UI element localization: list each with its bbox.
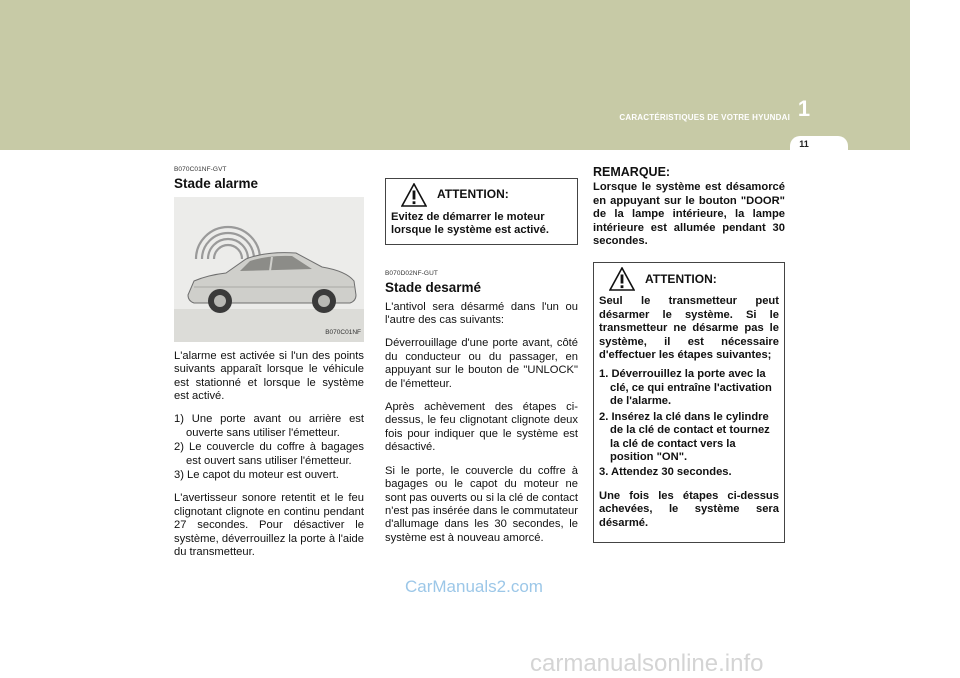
trigger-list xyxy=(174,413,364,482)
column-alarm-stage xyxy=(174,163,364,570)
disarm-steps xyxy=(599,368,779,479)
paragraph: L'alarme est activée si l'un des points suivants apparaît lorsque le véhicule est stationné et lorsque le système est activé. xyxy=(174,349,364,403)
list-item: 1. Déverrouillez la porte avec la clé, ce qui entraîne l'activation de l'alarme. xyxy=(599,368,772,408)
watermark-bottom: carmanualsonline.info xyxy=(530,650,764,677)
list-item: 3) Le capot du moteur est ouvert. xyxy=(174,469,339,482)
remark-title: REMARQUE: xyxy=(593,165,671,179)
attention-header xyxy=(401,183,572,207)
watermark-top: CarManuals2.com xyxy=(405,577,543,596)
car-icon xyxy=(174,197,364,342)
paragraph: Déverrouillage d'une porte avant, côté du conducteur ou du passager, en appuyant sur le bouton de "UNLOCK" de l'émetteur. xyxy=(385,337,578,390)
attention-title: ATTENTION: xyxy=(645,271,717,286)
page-number: 11 xyxy=(799,139,809,149)
paragraph: Après achèvement des étapes ci-dessus, le feu clignotant clignote deux fois pour indiquer que le système est désactivé. xyxy=(385,401,578,454)
header-band xyxy=(0,0,910,150)
section-heading: Stade alarme xyxy=(174,176,259,192)
section-code: B070D02NF-GUT xyxy=(385,269,438,277)
warning-triangle-icon xyxy=(401,183,427,207)
attention-box xyxy=(593,262,785,543)
section-title: CARACTÉRISTIQUES DE VOTRE HYUNDAI xyxy=(619,113,790,122)
list-item: 2) Le couvercle du coffre à bagages est ouvert sans utiliser l'émetteur. xyxy=(174,441,364,467)
paragraph: Si le porte, le couvercle du coffre à bagages ou le capot du moteur ne sont pas ouverts ou si la clé de contact n'est pas insérée dans le commutateur d'allumage dans les 30 secondes, le système est à nouveau amorcé. xyxy=(385,464,578,544)
car-alarm-illustration xyxy=(174,197,364,342)
attention-body xyxy=(599,295,779,530)
attention-title: ATTENTION: xyxy=(437,187,509,202)
remark-text: Lorsque le système est désamorcé en appuyant sur le bouton "DOOR" de la lampe intérieure, la lampe intérieure est allumée pendant 30 secondes. xyxy=(593,181,785,248)
column-remarks xyxy=(593,166,785,543)
attention-outro: Une fois les étapes ci-dessus achevées, le système sera désarmé. xyxy=(599,489,779,529)
section-code: B070C01NF-GVT xyxy=(174,166,227,173)
list-item: 1) Une porte avant ou arrière est ouverte sans utiliser l'émetteur. xyxy=(174,413,364,439)
attention-text: Evitez de démarrer le moteur lorsque le système est activé. xyxy=(391,211,549,237)
header-band-margin xyxy=(910,0,960,150)
warning-triangle-icon xyxy=(609,267,635,291)
section-heading: Stade desarmé xyxy=(385,280,482,296)
image-label: B070C01NF xyxy=(325,329,361,337)
paragraph: L'antivol sera désarmé dans l'un ou l'autre des cas suivants: xyxy=(385,300,578,327)
attention-header xyxy=(609,267,779,291)
list-item: 3. Attendez 30 secondes. xyxy=(599,466,732,479)
paragraph: L'avertisseur sonore retentit et le feu clignotant clignote en continu pendant 27 secondes. Pour désactiver le système, déverrouillez la porte à l'aide du transmetteur. xyxy=(174,492,364,559)
attention-box xyxy=(385,178,578,245)
attention-intro: Seul le transmetteur peut désarmer le système. Si le transmetteur ne désarme pas le système, il est nécessaire d'effectuer les étapes suivantes; xyxy=(599,295,779,362)
chapter-number: 1 xyxy=(797,96,811,121)
column-disarmed-stage xyxy=(385,178,578,555)
list-item: 2. Insérez la clé dans le cylindre de la clé de contact et tournez la clé de contact vers la position "ON". xyxy=(599,410,770,463)
